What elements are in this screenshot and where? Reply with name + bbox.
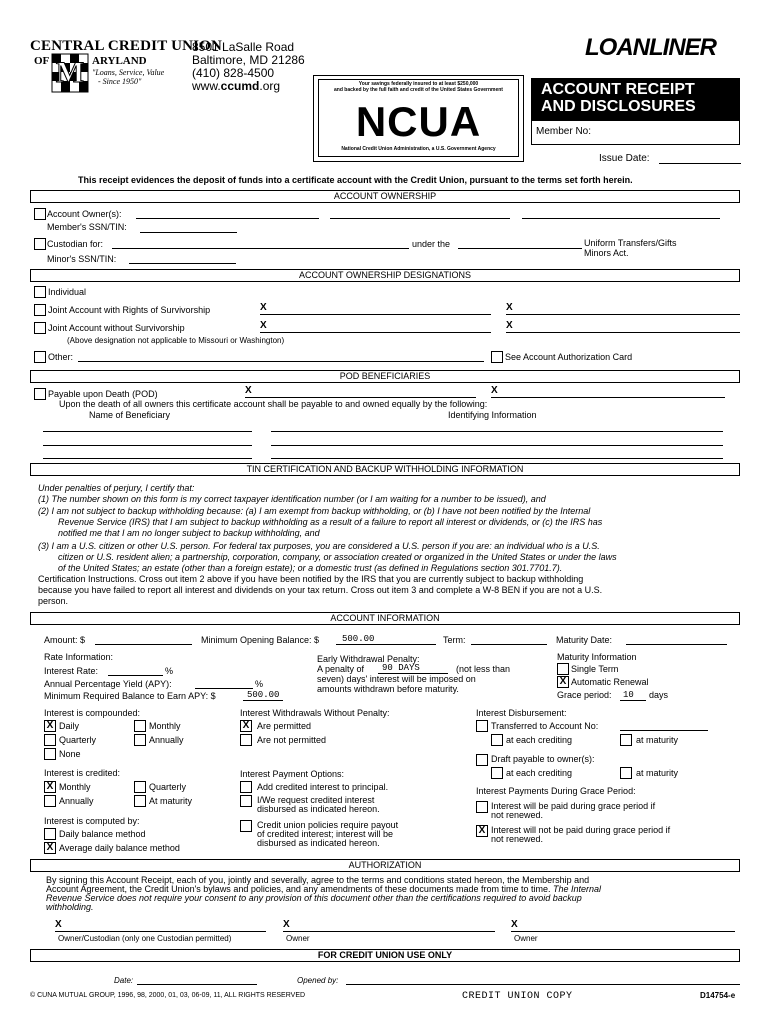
signature-x: X (260, 320, 267, 331)
title-line-1: ACCOUNT RECEIPT (541, 81, 695, 98)
permitted-checkbox[interactable]: X (240, 720, 252, 732)
intro-text: This receipt evidences the deposit of funds into a certificate account with the Credit Union, pursuant to the terms set forth herein. (78, 175, 633, 185)
transfer-at-maturity-checkbox[interactable] (620, 734, 632, 746)
perjury-text: Under penalties of perjury, I certify that: (38, 483, 195, 493)
apy-label: Annual Percentage Yield (APY): (44, 679, 172, 689)
ncua-top-text: Your savings federally insured to at least $250,000 (358, 81, 479, 87)
credited-quarterly-label: Quarterly (149, 782, 187, 792)
transfer-each-crediting-checkbox[interactable] (491, 734, 503, 746)
grace-period-label: Grace period: (557, 690, 612, 700)
tin-item-2a: (2) I am not subject to backup withholding because: (a) I am exempt from backup withholding, or (b) I have not been notified by the Internal (38, 506, 591, 516)
apy-field[interactable] (195, 688, 253, 689)
joint-survivorship-label: Joint Account with Rights of Survivorship (48, 305, 211, 315)
term-label: Term: (443, 635, 466, 645)
min-balance-value: 500.00 (247, 690, 280, 700)
withdrawals-label: Interest Withdrawals Without Penalty: (240, 708, 390, 718)
ewp-line-1b: (not less than (456, 664, 511, 674)
cu-maryland: ARYLAND (92, 55, 147, 67)
credited-label: Interest is credited: (44, 768, 121, 778)
compound-daily-label: Daily (59, 721, 80, 731)
tagline-2: - Since 1950" (98, 77, 142, 86)
maturity-date-label: Maturity Date: (556, 635, 613, 645)
compound-none-checkbox[interactable] (44, 748, 56, 760)
percent-sign: % (255, 679, 264, 689)
issue-date-label: Issue Date: (599, 153, 650, 164)
ewp-value: 90 DAYS (382, 663, 420, 673)
transfer-at-maturity-label: at maturity (636, 735, 679, 745)
credited-annually-checkbox[interactable] (44, 795, 56, 807)
joint-no-survivorship-checkbox[interactable] (34, 322, 46, 334)
paid-during-grace-label-1: Interest will be paid during grace period if (491, 801, 656, 811)
draft-checkbox[interactable] (476, 754, 488, 766)
under-the-label: under the (412, 239, 451, 249)
owner-caption-2: Owner (286, 934, 310, 943)
owner-signature-2[interactable] (283, 931, 495, 932)
beneficiary-name-header: Name of Beneficiary (89, 410, 171, 420)
title-banner (531, 78, 740, 120)
title-line-2: AND DISCLOSURES (541, 98, 696, 115)
compound-annually-label: Annually (149, 735, 184, 745)
joint-no-surv-signature-1[interactable] (260, 332, 491, 333)
custodian-checkbox[interactable] (34, 238, 46, 250)
min-opening-field[interactable] (336, 644, 436, 645)
section-credit-union-use: FOR CREDIT UNION USE ONLY (30, 949, 740, 962)
auto-renewal-label: Automatic Renewal (571, 677, 649, 687)
draft-each-crediting-checkbox[interactable] (491, 767, 503, 779)
member-ssn-field[interactable] (140, 232, 237, 233)
member-no-box (531, 120, 740, 145)
signature-x: X (260, 302, 267, 313)
interest-rate-field[interactable] (108, 675, 163, 676)
days-label: days (649, 690, 669, 700)
single-term-label: Single Term (571, 664, 619, 674)
paid-during-grace-checkbox[interactable] (476, 801, 488, 813)
utma-line-1: Uniform Transfers/Gifts (584, 238, 677, 248)
pod-signature-1[interactable] (245, 397, 476, 398)
credited-monthly-label: Monthly (59, 782, 91, 792)
not-permitted-checkbox[interactable] (240, 734, 252, 746)
tin-item-2c: notified me that I am no longer subject to backup withholding, and (58, 528, 320, 538)
amount-label: Amount: $ (44, 635, 86, 645)
avg-daily-balance-label: Average daily balance method (59, 843, 180, 853)
identifying-info-header: Identifying Information (448, 410, 537, 420)
policy-payout-checkbox[interactable] (240, 820, 252, 832)
transfer-each-crediting-label: at each crediting (506, 735, 573, 745)
signature-x: X (283, 919, 290, 930)
loanliner-logo: LOANLINER (585, 34, 716, 61)
ewp-title: Early Withdrawal Penalty: (317, 654, 420, 664)
compounded-label: Interest is compounded: (44, 708, 141, 718)
compound-monthly-checkbox[interactable] (134, 720, 146, 732)
min-opening-value: 500.00 (342, 634, 375, 644)
policy-payout-label-2: of credited interest; interest will be (257, 829, 394, 839)
payment-options-label: Interest Payment Options: (240, 769, 345, 779)
maturity-info-label: Maturity Information (557, 652, 637, 662)
owner-1-field[interactable] (136, 218, 319, 219)
joint-no-surv-signature-2[interactable] (506, 332, 740, 333)
amount-field[interactable] (95, 644, 192, 645)
add-to-principal-label: Add credited interest to principal. (257, 782, 389, 792)
credited-annually-label: Annually (59, 796, 94, 806)
opened-by-label: Opened by: (297, 976, 339, 985)
section-account-information: ACCOUNT INFORMATION (30, 612, 740, 625)
compound-quarterly-checkbox[interactable] (44, 734, 56, 746)
compound-quarterly-label: Quarterly (59, 735, 97, 745)
cert-instructions-3: person. (38, 596, 69, 606)
draft-label: Draft payable to owner(s): (491, 754, 595, 764)
draft-each-crediting-label: at each crediting (506, 768, 573, 778)
cu-of: OF (34, 55, 50, 67)
tin-item-3b: citizen or U.S. resident alien; a partnership, corporation, company, or association created or organized in the United States or under the laws (58, 552, 617, 562)
not-paid-during-grace-label-1: Interest will not be paid during grace period if (491, 825, 671, 835)
issue-date-field[interactable] (659, 163, 741, 164)
term-field[interactable] (471, 644, 547, 645)
signature-x: X (511, 919, 518, 930)
min-balance-label: Minimum Required Balance to Earn APY: $ (44, 691, 216, 701)
svg-text:M: M (55, 56, 85, 89)
ewp-line-2: seven) days' interest will be imposed on (317, 674, 476, 684)
daily-balance-checkbox[interactable] (44, 828, 56, 840)
owner-custodian-caption: Owner/Custodian (only one Custodian permitted) (58, 934, 232, 943)
tin-item-1: (1) The number shown on this form is my correct taxpayer identification number (or I am waiting for a number to be issued), and (38, 494, 546, 504)
grace-period-value: 10 (623, 690, 634, 700)
signature-x: X (491, 385, 498, 396)
draft-at-maturity-checkbox[interactable] (620, 767, 632, 779)
individual-checkbox[interactable] (34, 286, 46, 298)
custodian-label: Custodian for: (47, 239, 104, 249)
avg-daily-balance-checkbox[interactable]: X (44, 842, 56, 854)
grace-period-field[interactable] (620, 700, 646, 701)
website: www.ccumd.org (192, 79, 281, 93)
form-number: D14754-e (700, 991, 736, 1000)
not-paid-during-grace-checkbox[interactable]: X (476, 825, 488, 837)
not-paid-during-grace-label-2: not renewed. (491, 834, 544, 844)
phone-number: (410) 828-4500 (192, 66, 275, 80)
date-label: Date: (114, 976, 134, 985)
cu-date-field[interactable] (137, 984, 257, 985)
minor-ssn-field[interactable] (129, 263, 236, 264)
single-term-checkbox[interactable] (557, 663, 569, 675)
min-opening-label: Minimum Opening Balance: $ (201, 635, 320, 645)
maturity-date-field[interactable] (626, 644, 727, 645)
other-field[interactable] (78, 361, 484, 362)
compound-monthly-label: Monthly (149, 721, 181, 731)
auth-text-3: Revenue Service does not require your consent to any provision of this document other than the certifications required to avoid backup (46, 893, 582, 903)
ncua-top-text-2: and backed by the full faith and credit of the United States Government (334, 87, 503, 93)
ewp-line-1: A penalty of (317, 664, 365, 674)
credited-at-maturity-checkbox[interactable] (134, 795, 146, 807)
account-owners-checkbox[interactable] (34, 208, 46, 220)
owner-2-field[interactable] (330, 218, 510, 219)
tin-item-3a: (3) I am a U.S. citizen or other U.S. person. For federal tax purposes, you are considered a U.S. person if you are: an individual who is a U.S. (38, 541, 600, 551)
member-no-label: Member No: (536, 126, 592, 137)
daily-balance-label: Daily balance method (59, 829, 146, 839)
individual-label: Individual (48, 287, 87, 297)
compound-daily-checkbox[interactable]: X (44, 720, 56, 732)
percent-sign: % (165, 666, 174, 676)
signature-x: X (506, 302, 513, 313)
auth-text-2: Account Agreement, the Credit Union's bylaws and policies, and any amendments of these documents made from time to time. The Internal (46, 884, 602, 894)
other-checkbox[interactable] (34, 351, 46, 363)
rate-info-label: Rate Information: (44, 652, 114, 662)
beneficiary-name-2[interactable] (43, 445, 252, 446)
beneficiary-info-1[interactable] (271, 431, 723, 432)
owner-3-field[interactable] (522, 218, 720, 219)
owner-caption-3: Owner (514, 934, 538, 943)
maryland-flag-emblem (50, 52, 90, 94)
disbursement-label: Interest Disbursement: (476, 708, 567, 718)
pod-upon-death-text: Upon the death of all owners this certificate account shall be payable to and owned equally by the following: (59, 399, 488, 409)
pod-label: Payable upon Death (POD) (48, 389, 158, 399)
opened-by-field[interactable] (346, 984, 740, 985)
ncua-logo-text: NCUA (355, 98, 482, 145)
add-to-principal-checkbox[interactable] (240, 781, 252, 793)
permitted-label: Are permitted (257, 721, 312, 731)
joint-surv-signature-2[interactable] (506, 314, 740, 315)
auto-renewal-checkbox[interactable]: X (557, 676, 569, 688)
compound-none-label: None (59, 749, 81, 759)
paid-during-grace-label-2: not renewed. (491, 810, 544, 820)
account-owners-label: Account Owner(s): (47, 209, 122, 219)
request-disbursed-checkbox[interactable] (240, 795, 252, 807)
signature-x: X (506, 320, 513, 331)
joint-no-survivorship-label: Joint Account without Survivorship (48, 323, 185, 333)
utma-line-2: Minors Act. (584, 248, 629, 258)
ncua-insurance-box (313, 75, 524, 162)
section-ownership-designations: ACCOUNT OWNERSHIP DESIGNATIONS (30, 269, 740, 282)
compound-annually-checkbox[interactable] (134, 734, 146, 746)
computed-label: Interest is computed by: (44, 816, 140, 826)
beneficiary-info-2[interactable] (271, 445, 723, 446)
beneficiary-name-1[interactable] (43, 431, 252, 432)
ewp-line-3: amounts withdrawn before maturity. (317, 684, 459, 694)
joint-surv-signature-1[interactable] (260, 314, 491, 315)
copyright: © CUNA MUTUAL GROUP, 1996, 98, 2000, 01, 03, 06-09, 11, ALL RIGHTS RESERVED (30, 992, 306, 999)
member-ssn-label: Member's SSN/TIN: (47, 222, 127, 232)
tin-item-3c: of the United States; an estate (other than a foreign estate); or a domestic trust (as defined in Regulations section 301.7701.7). (58, 563, 563, 573)
designation-note: (Above designation not applicable to Missouri or Washington) (67, 336, 285, 345)
section-authorization: AUTHORIZATION (30, 859, 740, 872)
joint-survivorship-checkbox[interactable] (34, 304, 46, 316)
not-permitted-label: Are not permitted (257, 735, 327, 745)
tin-item-2b: Revenue Service (IRS) that I am subject to backup withholding as a result of a failure to report all interest or dividends, or (c) the IRS has (58, 517, 603, 527)
cu-name: CENTRAL CREDIT UNION (30, 38, 223, 54)
request-disbursed-label-1: I/We request credited interest (257, 795, 375, 805)
cert-instructions-2: because you have failed to report all interest and dividends on your tax return. Cross out item 3 and complete a W-8 BEN if you are not a U.S. (38, 585, 603, 595)
cert-instructions-1: Certification Instructions. Cross out item 2 above if you have been notified by the IRS that you are currently subject to backup withholding (38, 574, 584, 584)
copy-designation: CREDIT UNION COPY (462, 991, 573, 1002)
custodian-for-field[interactable] (112, 248, 409, 249)
tagline-1: "Loans, Service, Value (92, 68, 165, 77)
see-auth-card-checkbox[interactable] (491, 351, 503, 363)
minor-ssn-label: Minor's SSN/TIN: (47, 254, 117, 264)
min-balance-field[interactable] (243, 700, 283, 701)
signature-x: X (55, 919, 62, 930)
pod-signature-2[interactable] (491, 397, 725, 398)
policy-payout-label-3: disbursed as indicated hereon. (257, 838, 380, 848)
credited-at-maturity-label: At maturity (149, 796, 193, 806)
transfer-label: Transferred to Account No: (491, 721, 599, 731)
credited-monthly-checkbox[interactable]: X (44, 781, 56, 793)
address-line-2: Baltimore, MD 21286 (192, 53, 305, 67)
section-tin-certification: TIN CERTIFICATION AND BACKUP WITHHOLDING INFORMATION (30, 463, 740, 476)
ncua-bottom-text: National Credit Union Administration, a U.S. Government Agency (341, 146, 496, 152)
section-pod-beneficiaries: POD BENEFICIARIES (30, 370, 740, 383)
owner-custodian-signature[interactable] (55, 931, 266, 932)
beneficiary-info-3[interactable] (271, 458, 723, 459)
auth-text-1: By signing this Account Receipt, each of you, jointly and severally, agree to the terms and conditions stated hereon, the Membership and (46, 875, 590, 885)
signature-x: X (245, 385, 252, 396)
interest-rate-label: Interest Rate: (44, 666, 99, 676)
see-auth-card-label: See Account Authorization Card (505, 352, 633, 362)
grace-payments-label: Interest Payments During Grace Period: (476, 786, 636, 796)
pod-checkbox[interactable] (34, 388, 46, 400)
transfer-checkbox[interactable] (476, 720, 488, 732)
address-line-1: 8501 LaSalle Road (192, 40, 295, 54)
auth-text-4: withholding. (46, 902, 94, 912)
owner-signature-3[interactable] (511, 931, 735, 932)
draft-at-maturity-label: at maturity (636, 768, 679, 778)
request-disbursed-label-2: disbursed as indicated hereon. (257, 804, 380, 814)
state-field[interactable] (458, 248, 582, 249)
beneficiary-name-3[interactable] (43, 458, 252, 459)
section-account-ownership: ACCOUNT OWNERSHIP (30, 190, 740, 203)
other-label: Other: (48, 352, 74, 362)
transfer-account-field[interactable] (620, 730, 708, 731)
credited-quarterly-checkbox[interactable] (134, 781, 146, 793)
policy-payout-label-1: Credit union policies require payout (257, 820, 399, 830)
